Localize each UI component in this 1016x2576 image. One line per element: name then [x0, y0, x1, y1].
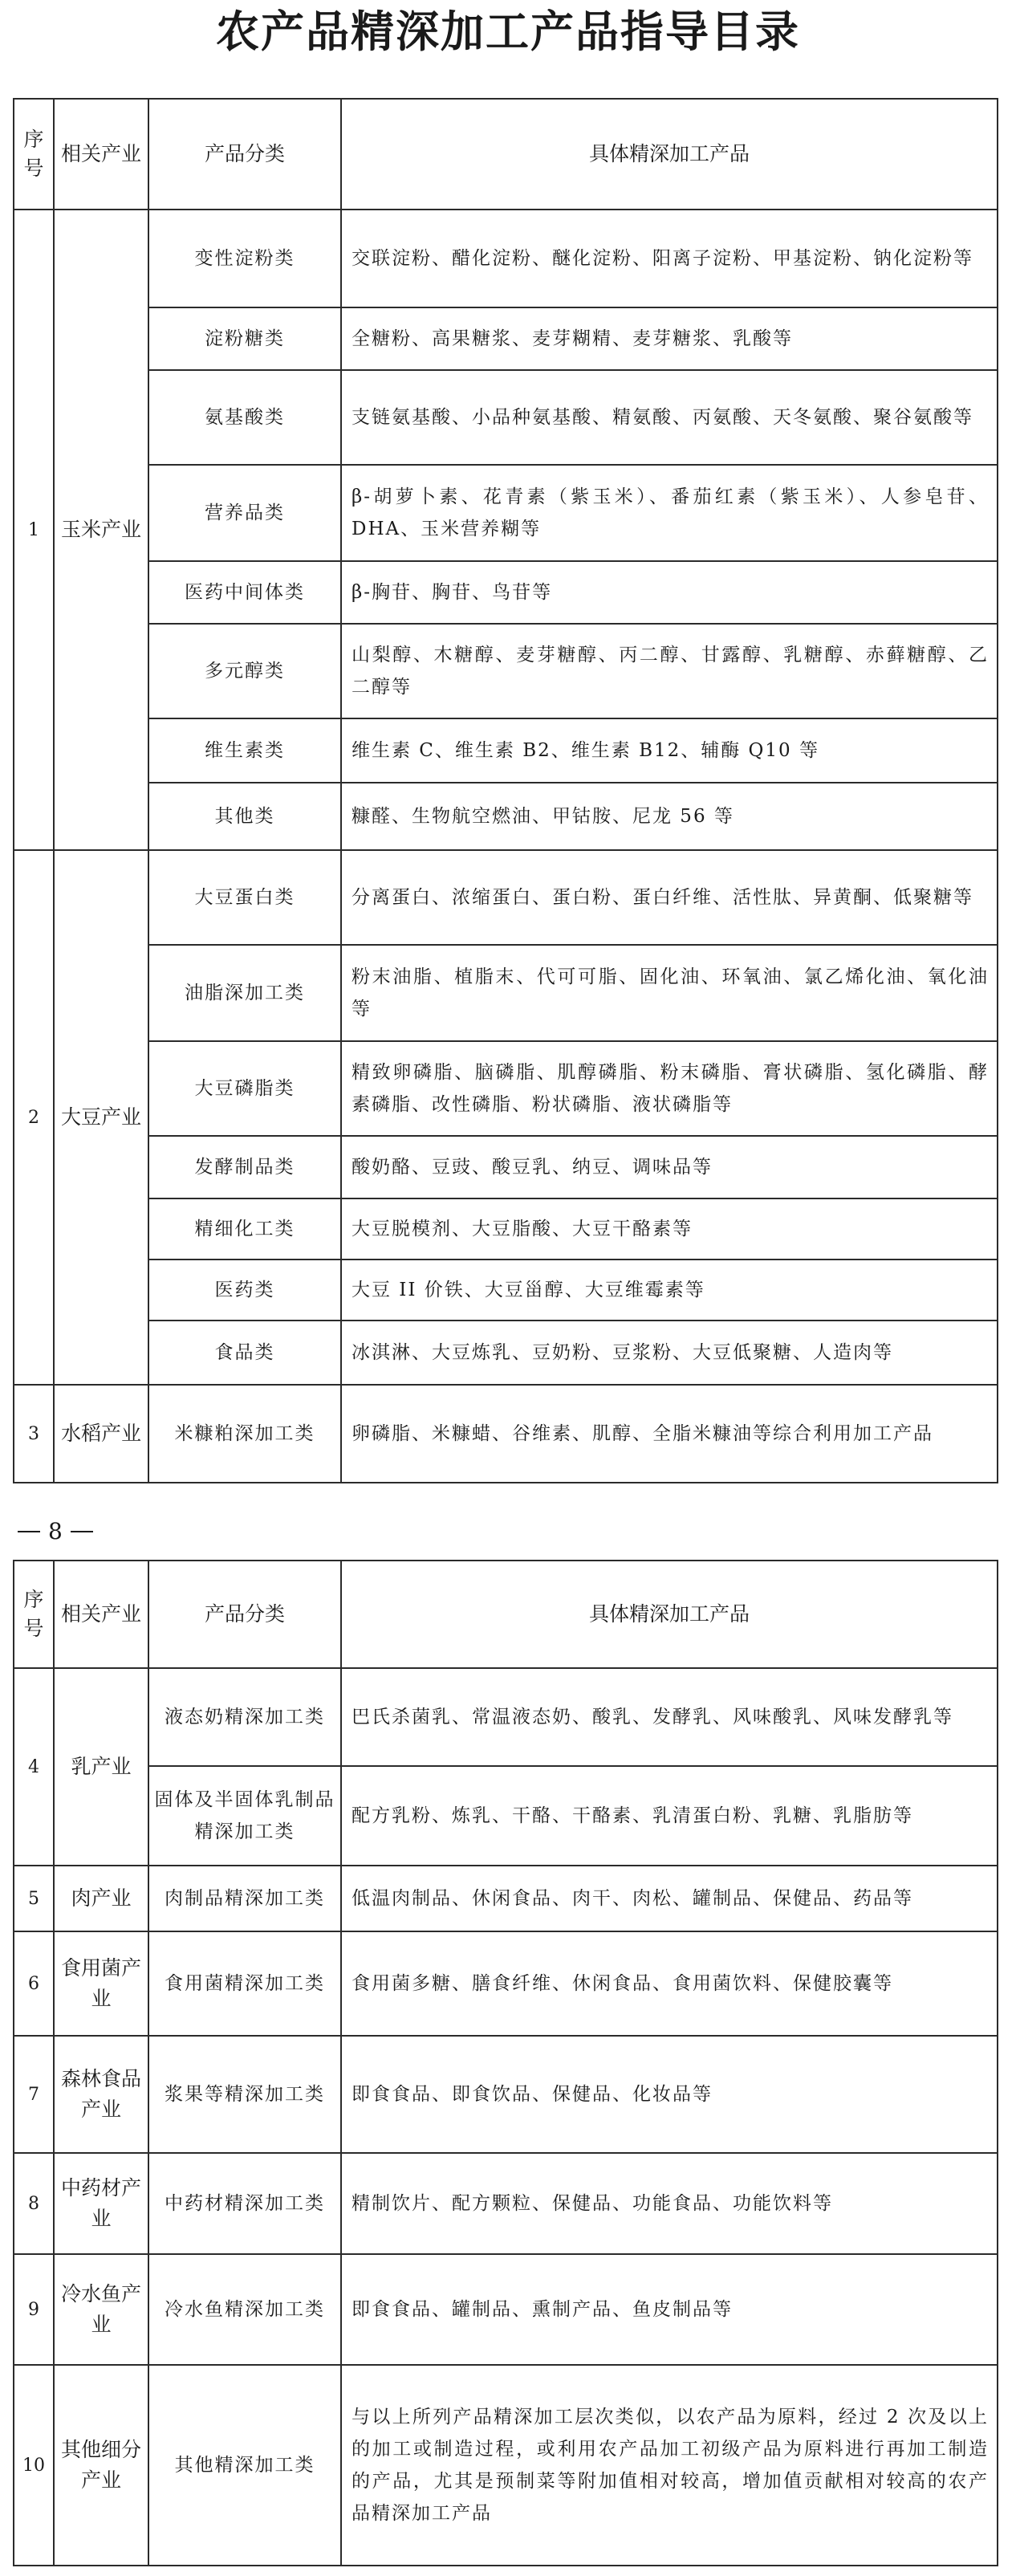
table-row — [14, 1321, 998, 1385]
row-category: 油脂深加工类 — [148, 945, 341, 1041]
table-row — [14, 945, 998, 1041]
table-header-row — [14, 1561, 998, 1668]
row-seq: 7 — [14, 2036, 54, 2153]
row-products: 酸奶酪、豆豉、酸豆乳、纳豆、调味品等 — [341, 1136, 998, 1198]
row-category: 多元醇类 — [148, 624, 341, 718]
table-row — [14, 1866, 998, 1931]
row-products: 即食食品、罐制品、熏制产品、鱼皮制品等 — [341, 2254, 998, 2365]
row-category: 中药材精深加工类 — [148, 2153, 341, 2254]
table-row — [14, 783, 998, 850]
row-products: 精制饮片、配方颗粒、保健品、功能食品、功能饮料等 — [341, 2153, 998, 2254]
row-products: 大豆 II 价铁、大豆甾醇、大豆维霉素等 — [341, 1260, 998, 1321]
header-products: 具体精深加工产品 — [341, 1561, 998, 1668]
row-products: 与以上所列产品精深加工层次类似，以农产品为原料，经过 2 次及以上的加工或制造过程，或利用农产品加工初级产品为原料进行再加工制造的产品，尤其是预制菜等附加值相对较高，增加值贡献相对较高的农产品精深加工产品 — [341, 2365, 998, 2566]
page-number-text: 8 — [48, 1518, 63, 1544]
row-category: 冷水鱼精深加工类 — [148, 2254, 341, 2365]
row-industry: 其他细分产业 — [54, 2365, 148, 2566]
row-industry: 乳产业 — [54, 1668, 148, 1866]
header-industry: 相关产业 — [54, 1561, 148, 1668]
table-row — [14, 1931, 998, 2036]
row-products: 低温肉制品、休闲食品、肉干、肉松、罐制品、保健品、药品等 — [341, 1866, 998, 1931]
row-industry: 冷水鱼产业 — [54, 2254, 148, 2365]
row-category: 氨基酸类 — [148, 370, 341, 465]
row-category: 食用菌精深加工类 — [148, 1931, 341, 2036]
table-row — [14, 1668, 998, 1766]
table-header-row — [14, 99, 998, 210]
dash-right — [71, 1531, 93, 1532]
header-category: 产品分类 — [148, 1561, 341, 1668]
row-industry: 玉米产业 — [54, 210, 148, 850]
row-category: 维生素类 — [148, 718, 341, 783]
table-row — [14, 1385, 998, 1483]
row-products: 山梨醇、木糖醇、麦芽糖醇、丙二醇、甘露醇、乳糖醇、赤藓糖醇、乙二醇等 — [341, 624, 998, 718]
table-row — [14, 210, 998, 307]
header-seq: 序号 — [14, 99, 54, 210]
row-category: 固体及半固体乳制品精深加工类 — [148, 1766, 341, 1866]
row-products: 配方乳粉、炼乳、干酪、干酪素、乳清蛋白粉、乳糖、乳脂肪等 — [341, 1766, 998, 1866]
table-row — [14, 1198, 998, 1260]
catalog-table-2 — [13, 1560, 998, 2566]
dash-left — [18, 1531, 40, 1532]
table-row — [14, 2153, 998, 2254]
row-products: 卵磷脂、米糠蜡、谷维素、肌醇、全脂米糠油等综合利用加工产品 — [341, 1385, 998, 1483]
row-category: 液态奶精深加工类 — [148, 1668, 341, 1766]
row-seq: 6 — [14, 1931, 54, 2036]
table-row — [14, 2036, 998, 2153]
row-products: 维生素 C、维生素 B2、维生素 B12、辅酶 Q10 等 — [341, 718, 998, 783]
row-industry: 中药材产业 — [54, 2153, 148, 2254]
row-products: β-胸苷、胸苷、鸟苷等 — [341, 561, 998, 624]
row-products: 粉末油脂、植脂末、代可可脂、固化油、环氧油、氯乙烯化油、氧化油等 — [341, 945, 998, 1041]
table-row — [14, 1136, 998, 1198]
table-1-body — [14, 99, 998, 1483]
row-category: 变性淀粉类 — [148, 210, 341, 307]
header-category: 产品分类 — [148, 99, 341, 210]
table-row — [14, 1260, 998, 1321]
table-row — [14, 1041, 998, 1136]
table-row — [14, 307, 998, 370]
row-category: 食品类 — [148, 1321, 341, 1385]
row-seq: 9 — [14, 2254, 54, 2365]
row-category: 淀粉糖类 — [148, 307, 341, 370]
row-industry: 食用菌产业 — [54, 1931, 148, 2036]
row-products: 大豆脱模剂、大豆脂酸、大豆干酪素等 — [341, 1198, 998, 1260]
table-row — [14, 370, 998, 465]
header-industry: 相关产业 — [54, 99, 148, 210]
row-products: 分离蛋白、浓缩蛋白、蛋白粉、蛋白纤维、活性肽、异黄酮、低聚糖等 — [341, 850, 998, 945]
row-seq: 3 — [14, 1385, 54, 1483]
row-category: 大豆磷脂类 — [148, 1041, 341, 1136]
table-row — [14, 561, 998, 624]
row-industry: 森林食品产业 — [54, 2036, 148, 2153]
page-title: 农产品精深加工产品指导目录 — [216, 6, 800, 57]
table-2-body — [14, 1561, 998, 2566]
header-products: 具体精深加工产品 — [341, 99, 998, 210]
row-products: 即食食品、即食饮品、保健品、化妆品等 — [341, 2036, 998, 2153]
row-products: 食用菌多糖、膳食纤维、休闲食品、食用菌饮料、保健胶囊等 — [341, 1931, 998, 2036]
row-seq: 8 — [14, 2153, 54, 2254]
row-category: 米糠粕深加工类 — [148, 1385, 341, 1483]
row-products: β-胡萝卜素、花青素（紫玉米）、番茄红素（紫玉米）、人参皂苷、DHA、玉米营养糊等 — [341, 465, 998, 561]
row-seq: 4 — [14, 1668, 54, 1866]
row-category: 大豆蛋白类 — [148, 850, 341, 945]
row-category: 医药类 — [148, 1260, 341, 1321]
table-row — [14, 2365, 998, 2566]
row-seq: 5 — [14, 1866, 54, 1931]
row-products: 巴氏杀菌乳、常温液态奶、酸乳、发酵乳、风味酸乳、风味发酵乳等 — [341, 1668, 998, 1766]
row-products: 糠醛、生物航空燃油、甲钴胺、尼龙 56 等 — [341, 783, 998, 850]
table-row — [14, 1766, 998, 1866]
row-industry: 水稻产业 — [54, 1385, 148, 1483]
table-row — [14, 850, 998, 945]
row-seq: 2 — [14, 850, 54, 1385]
row-category: 其他类 — [148, 783, 341, 850]
row-industry: 肉产业 — [54, 1866, 148, 1931]
row-category: 医药中间体类 — [148, 561, 341, 624]
row-category: 营养品类 — [148, 465, 341, 561]
row-category: 其他精深加工类 — [148, 2365, 341, 2566]
row-category: 浆果等精深加工类 — [148, 2036, 341, 2153]
row-products: 交联淀粉、醋化淀粉、醚化淀粉、阳离子淀粉、甲基淀粉、钠化淀粉等 — [341, 210, 998, 307]
row-seq: 10 — [14, 2365, 54, 2566]
table-row — [14, 465, 998, 561]
page-number — [11, 1516, 100, 1548]
row-category: 发酵制品类 — [148, 1136, 341, 1198]
row-products: 支链氨基酸、小品种氨基酸、精氨酸、丙氨酸、天冬氨酸、聚谷氨酸等 — [341, 370, 998, 465]
row-seq: 1 — [14, 210, 54, 850]
row-industry: 大豆产业 — [54, 850, 148, 1385]
row-products: 全糖粉、高果糖浆、麦芽糊精、麦芽糖浆、乳酸等 — [341, 307, 998, 370]
table-row — [14, 2254, 998, 2365]
header-seq: 序号 — [14, 1561, 54, 1668]
table-row — [14, 624, 998, 718]
table-row — [14, 718, 998, 783]
catalog-table-1 — [13, 98, 998, 1483]
row-products: 冰淇淋、大豆炼乳、豆奶粉、豆浆粉、大豆低聚糖、人造肉等 — [341, 1321, 998, 1385]
row-products: 精致卵磷脂、脑磷脂、肌醇磷脂、粉末磷脂、膏状磷脂、氢化磷脂、酵素磷脂、改性磷脂、粉状磷脂、液状磷脂等 — [341, 1041, 998, 1136]
row-category: 精细化工类 — [148, 1198, 341, 1260]
row-category: 肉制品精深加工类 — [148, 1866, 341, 1931]
